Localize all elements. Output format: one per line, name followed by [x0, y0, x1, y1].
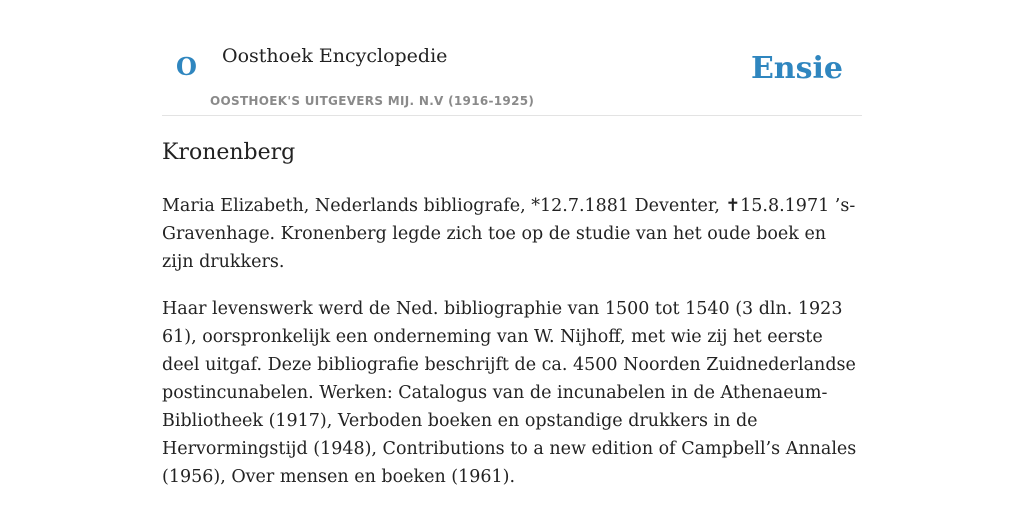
ensie-brand-link[interactable]: Ensie	[750, 51, 843, 86]
article-title: Kronenberg	[162, 140, 296, 165]
page	[162, 0, 862, 487]
site-logo-mark[interactable]: O	[176, 52, 197, 81]
article-paragraph: Maria Elizabeth, Nederlands bibliografe, *12.7.1881 Deventer, ✝15.8.1971 ’s-Gravenhage. Kronenberg legde zich toe op de studie van het oude boek en zijn drukkers.	[162, 196, 856, 272]
site-header	[162, 0, 862, 116]
site-title[interactable]: Oosthoek Encyclopedie	[222, 45, 448, 67]
article-paragraph: Haar levenswerk werd de Ned. bibliographie van 1500 tot 1540 (3 dln. 1923 61), oorspronkelijk een onderneming van W. Nijhoff, met wie zij het eerste deel uitgaf. Deze bibliografie beschrijft de ca. 4500 Noorden Zuidnederlandse postincunabelen. Werken: Catalogus van de incunabelen in de Athenaeum-Bibliotheek (1917), Verboden boeken en opstandige drukkers in de Hervormingstijd (1948), Contributions to a new edition of Campbell’s Annales (1956), Over mensen en boeken (1961).	[162, 299, 857, 487]
publisher-label: OOSTHOEK'S UITGEVERS MIJ. N.V (1916-1925)	[210, 94, 535, 108]
